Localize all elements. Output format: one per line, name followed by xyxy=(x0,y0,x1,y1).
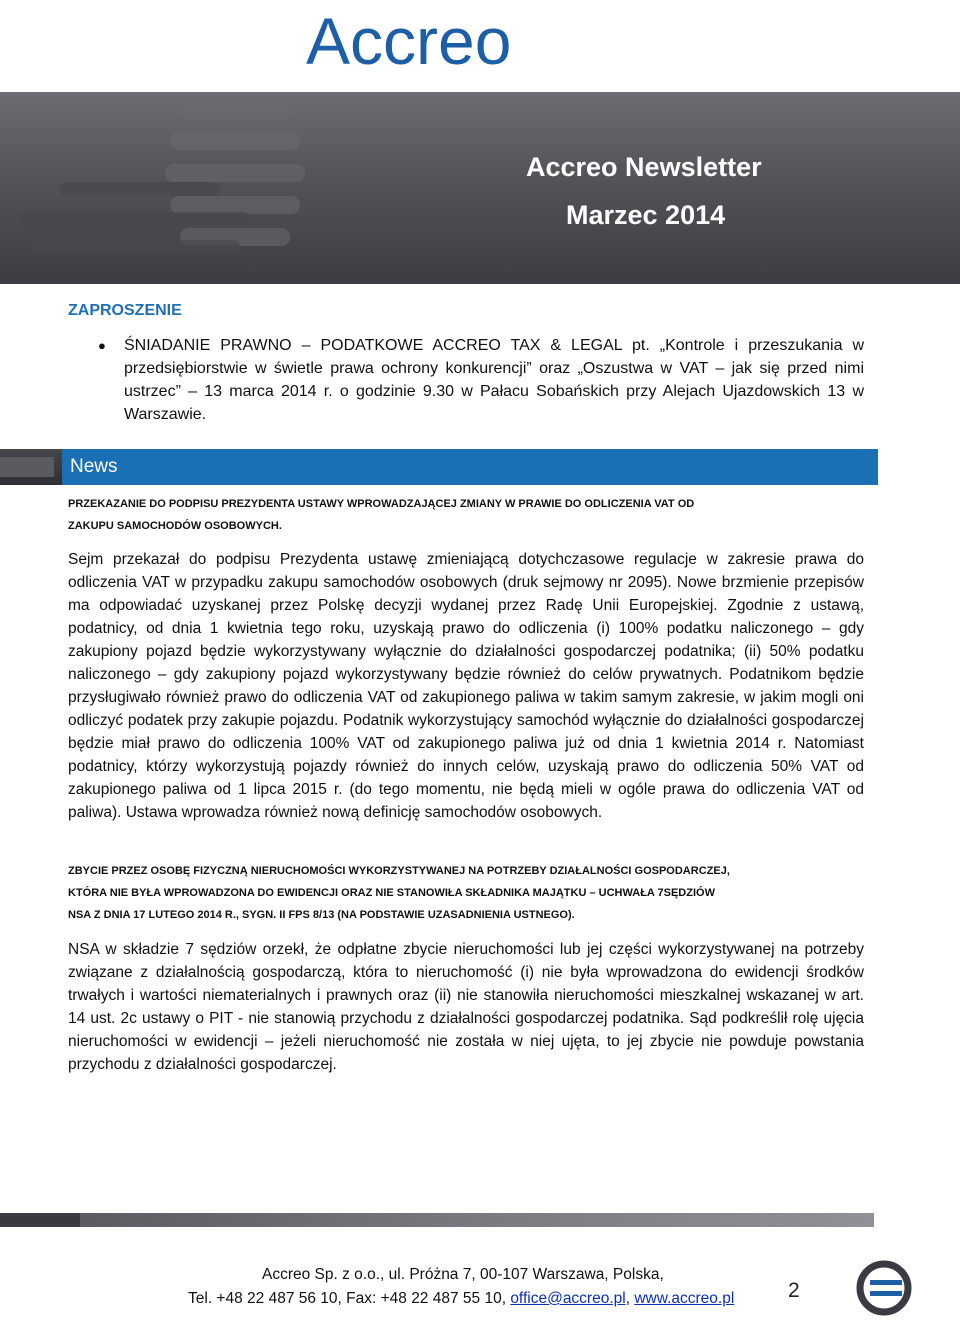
newsletter-banner xyxy=(0,92,960,284)
page-number: 2 xyxy=(788,1279,800,1302)
article-2-headline-line1: ZBYCIE PRZEZ OSOBĘ FIZYCZNĄ NIERUCHOMOŚCI WYKORZYSTYWANEJ NA POTRZEBY DZIAŁALNOŚCI GOSPODARCZEJ, xyxy=(68,865,730,877)
newsletter-title: Accreo Newsletter xyxy=(526,152,762,182)
footer-logo-icon xyxy=(856,1260,912,1321)
newsletter-date: Marzec 2014 xyxy=(566,200,726,230)
news-section-bar xyxy=(0,449,878,485)
header-logo xyxy=(0,0,960,92)
news-bar-stub xyxy=(0,449,62,485)
accreo-logo xyxy=(300,4,570,76)
footer-phones: Tel. +48 22 487 56 10, Fax: +48 22 487 55 10, xyxy=(188,1290,511,1307)
footer-email-link[interactable]: office@accreo.pl xyxy=(510,1290,626,1307)
article-2-body: NSA w składzie 7 sędziów orzekł, że odpłatne zbycie nieruchomości lub jej części wykorzystywanej na potrzeby związane z działalnością gospodarczą, która to nieruchomość (i) nie była wprowadzona do ewidencji środków trwałych i wartości niematerialnych i prawnych oraz (ii) nie stanowiła nieruchomości mieszkalnej wskazanej w art. 14 ust. 2c ustawy o PIT - nie stanowią przychodu z działalności gospodarczej podatnika. Sąd podkreślił rolę ujęcia nieruchomości w ewidencji – jeżeli nieruchomość nie została w niej ujęta, to jej zbycie nie powduje powstania przychodu z działalności gospodarczej. xyxy=(68,941,864,1073)
footer-address: Accreo Sp. z o.o., ul. Próżna 7, 00-107 Warszawa, Polska, xyxy=(262,1266,664,1283)
banner-decoration xyxy=(0,92,960,284)
invitation-bullet-item xyxy=(98,334,864,426)
article-1-headline-line2: ZAKUPU SAMOCHODÓW OSOBOWYCH. xyxy=(68,520,282,532)
article-1-headline-line1: PRZEKAZANIE DO PODPISU PREZYDENTA USTAWY WPROWADZAJĄCEJ ZMIANY W PRAWIE DO ODLICZENIA VAT OD xyxy=(68,498,695,510)
section-title-invitation: ZAPROSZENIE xyxy=(68,302,182,319)
article-1-headline xyxy=(68,493,864,537)
footer-contact xyxy=(188,1290,734,1308)
footer-separator: , xyxy=(625,1290,635,1307)
footer-bar xyxy=(0,1213,874,1227)
article-1-body: Sejm przekazał do podpisu Prezydenta ustawę zmieniającą dotychczasowe regulacje w zakresie prawa do odliczenia VAT w przypadku zakupu samochodów osobowych (druk sejmowy nr 2095). Nowe brzmienie przepisów ma odpowiadać uzyskanej przez Polskę decyzji wydanej przez Radę Unii Europejskiej. Zgodnie z ustawą, podatnicy, od dnia 1 kwietnia tego roku, uzyskają prawo do odliczenia (i) 100% podatku naliczonego – gdy zakupiony pojazd będzie wykorzystywany wyłącznie do działalności gospodarczej podatnika; (ii) 50% podatku naliczonego – gdy zakupiony pojazd wykorzystywany będzie również do celów prywatnych. Podatnikom będzie przysługiwało również prawo do odliczenia VAT od zakupionego paliwa w takim samym zakresie, w jakim mogli oni odliczyć podatek przy zakupie pojazdu. Podatnik wykorzystujący samochód wyłącznie do działalności gospodarczej będzie miał prawo do odliczenia 100% VAT od zakupionego paliwa już od dnia 1 kwietnia 2014 r. Natomiast podatnicy, którzy wykorzystują pojazdy również do innych celów, uzyskają prawo do odliczenia 50% VAT od zakupionego paliwa od 1 lipca 2015 r. (do tego momentu, nie będą mieli w ogóle prawa do odliczenia VAT od paliwa). Ustawa wprowadza również nową definicję samochodów osobowych. xyxy=(68,551,864,821)
article-2-headline xyxy=(68,860,864,926)
bullet-icon: ● xyxy=(98,338,106,353)
invitation-text: ŚNIADANIE PRAWNO – PODATKOWE ACCREO TAX & LEGAL pt. „Kontrole i przeszukania w przedsiębiorstwie w świetle prawa ochrony konkurencji” oraz „Oszustwa w VAT – jak się przed nimi ustrzec” – 13 marca 2014 r. o godzinie 9.30 w Pałacu Sobańskich przy Alejach Ujazdowskich 13 w Warszawie. xyxy=(124,337,864,423)
logo-text: Accreo xyxy=(306,4,512,76)
article-2-headline-line2: KTÓRA NIE BYŁA WPROWADZONA DO EWIDENCJI ORAZ NIE STANOWIŁA SKŁADNIKA MAJĄTKU – UCHWAŁA 7SĘDZIÓW xyxy=(68,887,715,899)
news-bar-label: News xyxy=(70,456,118,477)
footer-website-link[interactable]: www.accreo.pl xyxy=(634,1290,735,1307)
article-2-headline-line3: NSA Z DNIA 17 LUTEGO 2014 R., SYGN. II FPS 8/13 (NA PODSTAWIE UZASADNIENIA USTNEGO). xyxy=(68,909,575,921)
